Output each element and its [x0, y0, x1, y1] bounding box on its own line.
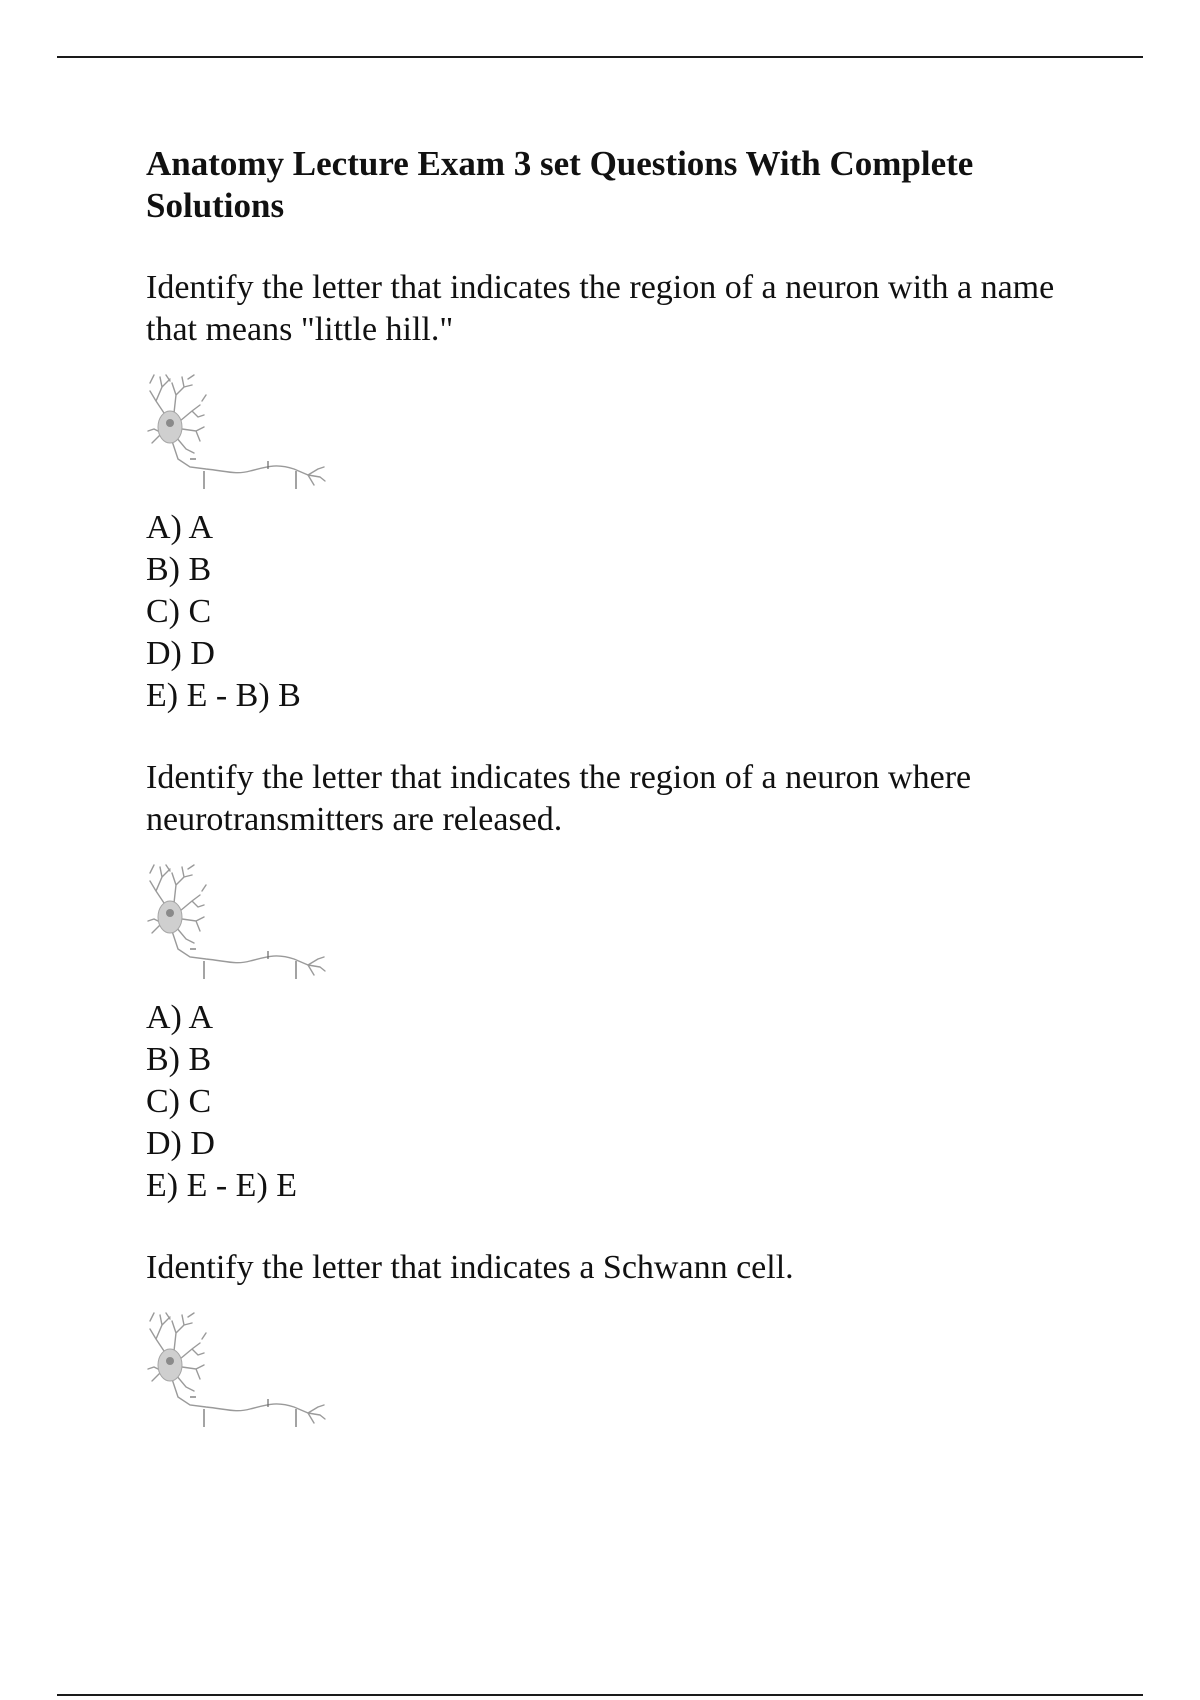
answer-options: [146, 507, 1066, 717]
top-rule: [57, 56, 1143, 58]
bottom-rule: [57, 1694, 1143, 1696]
option-d: D) D: [146, 1125, 215, 1162]
question-1: [146, 267, 1066, 717]
option-d: D) D: [146, 635, 215, 672]
neuron-diagram-icon: [146, 1309, 326, 1439]
neuron-diagram-icon: [146, 861, 326, 991]
option-c: C) C: [146, 593, 212, 630]
neuron-diagram-icon: [146, 371, 326, 501]
question-3: [146, 1247, 1066, 1439]
question-text: Identify the letter that indicates a Schwann cell.: [146, 1249, 794, 1286]
option-e-answer: E) E - B) B: [146, 677, 301, 714]
option-a: A) A: [146, 509, 214, 546]
question-2: [146, 757, 1066, 1207]
question-text: Identify the letter that indicates the region of a neuron with a name that means "little hill.": [146, 269, 1055, 348]
option-a: A) A: [146, 999, 214, 1036]
document-body: [146, 143, 1066, 1445]
option-e-answer: E) E - E) E: [146, 1167, 298, 1204]
option-b: B) B: [146, 551, 212, 588]
option-c: C) C: [146, 1083, 212, 1120]
question-text: Identify the letter that indicates the region of a neuron where neurotransmitters are released.: [146, 759, 972, 838]
document-title: Anatomy Lecture Exam 3 set Questions With Complete Solutions: [146, 144, 974, 225]
option-b: B) B: [146, 1041, 212, 1078]
answer-options: [146, 997, 1066, 1207]
